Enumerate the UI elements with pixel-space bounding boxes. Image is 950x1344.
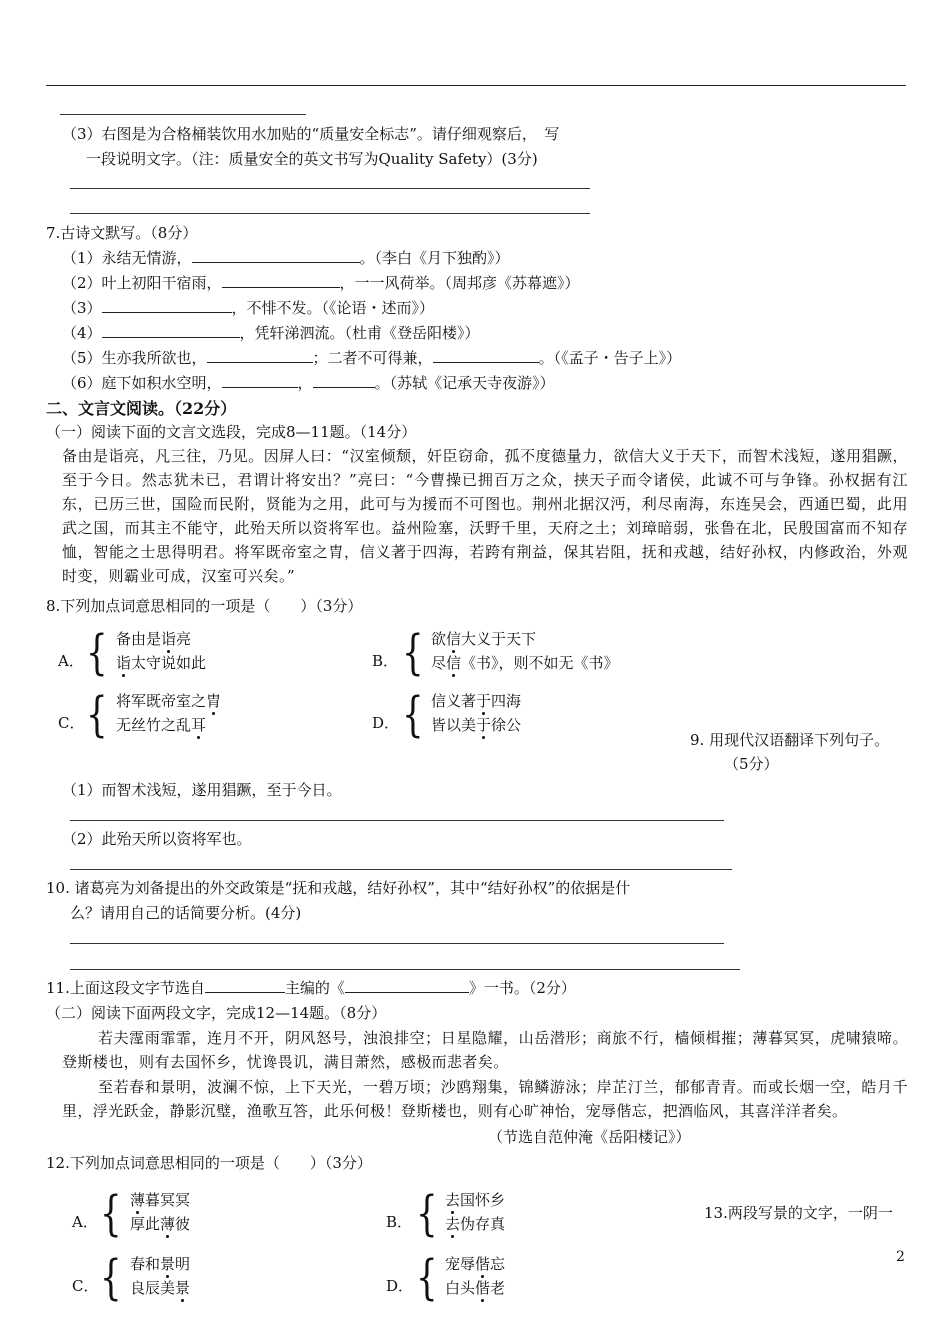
q7-item-1	[62, 247, 510, 268]
q8-option-a-label[interactable]: A．	[58, 652, 84, 670]
blank[interactable]	[433, 348, 539, 363]
q10-line2: 么？请用自己的话简要分析。(4分)	[70, 904, 302, 922]
q7-item-5	[62, 347, 681, 368]
q7-1-source: 。（李白《月下独酌》）	[359, 249, 510, 267]
dotted-char: 信	[446, 630, 462, 648]
q8-b-line2: 尽信《书》，则不如无《书》	[431, 654, 619, 672]
q7-5-text: （5）生亦我所欲也，	[62, 349, 207, 367]
q7-4-source: ，凭轩涕泗流。（杜甫《登岳阳楼》）	[239, 324, 480, 342]
q12-b-line2: 去伪存真	[445, 1215, 506, 1233]
q8-a-line2: 诣太守说如此	[116, 654, 207, 672]
q12-c-line1: 春和景明	[130, 1255, 191, 1273]
q8-d-line2: 皆以美于徐公	[431, 716, 522, 734]
section-title: 二、文言文阅读。（22分）	[46, 399, 237, 418]
q7-4-text: （4）	[62, 324, 102, 342]
dotted-char: 于	[476, 716, 492, 734]
q6-3-line2: 一段说明文字。（注：质量安全的英文书写为Quality Safety）(3分)	[86, 150, 538, 168]
q7-item-4	[62, 322, 480, 343]
dotted-char: 胄	[206, 692, 222, 710]
q11-text: 》一书。（2分）	[468, 979, 576, 997]
q12-d-line1: 宠辱偕忘	[445, 1255, 506, 1273]
q7-item-3	[62, 297, 434, 318]
q12-c-line2: 良辰美景	[130, 1279, 191, 1297]
brace-icon: {	[402, 687, 424, 743]
q7-3-source: ，不悱不发。（《论语・述而》）	[231, 299, 435, 317]
passage-paragraph-1: 若夫霪雨霏霏，连月不开，阴风怒号，浊浪排空；日星隐耀，山岳潜形；商旅不行，樯倾楫摧；薄暮冥冥，虎啸猿啼。登斯楼也，则有去国怀乡，忧谗畏讥，满目萧然，感极而悲者矣。	[62, 1029, 908, 1071]
q7-item-2	[62, 272, 580, 293]
answer-line	[70, 188, 590, 189]
q7-item-6	[62, 372, 555, 393]
q12-option-d-label[interactable]: D．	[386, 1277, 414, 1295]
brace-icon: {	[402, 625, 424, 681]
q7-5-source: 。（《孟子・告子上》）	[538, 349, 682, 367]
part1-title: （一）阅读下面的文言文选段，完成8—11题。（14分）	[46, 423, 417, 441]
blank[interactable]	[192, 248, 360, 263]
page-number: 2	[896, 1249, 905, 1265]
q9-points: （5分）	[724, 755, 779, 773]
brace-icon: {	[86, 687, 108, 743]
q7-1-text: （1）永结无情游，	[62, 249, 192, 267]
blank[interactable]	[345, 978, 469, 993]
q13-text: 13.两段写景的文字，一阴一	[704, 1204, 893, 1222]
brace-icon: {	[416, 1186, 438, 1242]
dotted-char: 薄	[160, 1215, 176, 1233]
q12-option-c-label[interactable]: C．	[72, 1277, 99, 1295]
dotted-char: 于	[476, 692, 492, 710]
q6-3-line1: （3）右图是为合格桶装饮用水加贴的“质量安全标志”。请仔细观察后， 写	[62, 125, 560, 143]
q12-option-a-label[interactable]: A．	[72, 1213, 98, 1231]
answer-line	[70, 869, 732, 870]
q7-6-text: （6）庭下如积水空明，	[62, 374, 222, 392]
answer-line	[70, 943, 724, 944]
q12-title: 12.下列加点词意思相同的一项是（ ）（3分）	[46, 1154, 372, 1172]
q7-title: 7.古诗文默写。（8分）	[46, 224, 198, 242]
q7-2-text: （2）叶上初阳干宿雨，	[62, 274, 222, 292]
dotted-char: 去	[445, 1191, 461, 1209]
brace-icon: {	[100, 1250, 122, 1306]
dotted-char: 景	[175, 1279, 191, 1297]
blank[interactable]	[102, 323, 240, 338]
q8-c-line2: 无丝竹之乱耳	[116, 716, 207, 734]
answer-line	[70, 213, 590, 214]
q12-option-b-label[interactable]: B．	[386, 1213, 413, 1231]
q12-b-line1: 去国怀乡	[445, 1191, 506, 1209]
passage-source: （节选自范仲淹《岳阳楼记》）	[488, 1128, 691, 1146]
classical-passage: 备由是诣亮，凡三往，乃见。因屏人曰：“汉室倾颓，奸臣窃命，孤不度德量力，欲信大义于天下，而智术浅短，遂用猖蹶，至于今日。然志犹未已，君谓计将安出？”亮曰：“今曹操已拥百万之众，挟天子而令诸侯，此诚不可与争锋。孙权据有江东，已历三世，国险而民附，贤能为之用，此可与为援而不可图也。荆州北据汉沔，利尽南海，东连吴会，西通巴蜀，此用武之国，而其主不能守，此殆天所以资将军也。益州险塞，沃野千里，天府之土；刘璋暗弱，张鲁在北，民殷国富而不知存恤，智能之士思得明君。将军既帝室之胄，信义著于四海，若跨有荆益，保其岩阻，抚和戎越，结好孙权，内修政治，外观时变，则霸业可成，汉室可兴矣。”	[62, 447, 908, 585]
q8-b-line1: 欲信大义于天下	[431, 630, 537, 648]
dotted-char: 偕	[475, 1255, 491, 1273]
q8-option-d-label[interactable]: D．	[372, 714, 400, 732]
q7-2-source: ，一一风荷举。（周邦彦《苏幕遮》）	[339, 274, 580, 292]
answer-line	[70, 969, 740, 970]
blank[interactable]	[207, 348, 313, 363]
brace-icon: {	[100, 1186, 122, 1242]
blank[interactable]	[313, 373, 375, 388]
dotted-char: 诣	[116, 654, 132, 672]
dotted-char: 偕	[475, 1279, 491, 1297]
q11	[46, 977, 576, 998]
dotted-char: 景	[160, 1255, 176, 1273]
dotted-char: 耳	[191, 716, 207, 734]
q11-text: 11.上面这段文字节选自	[46, 979, 205, 997]
blank[interactable]	[222, 373, 298, 388]
q8-d-line1: 信义著于四海	[431, 692, 522, 710]
brace-icon: {	[86, 625, 108, 681]
q10-line1: 10. 诸葛亮为刘备提出的外交政策是“抚和戎越，结好孙权”，其中“结好孙权”的依据是什	[46, 879, 631, 897]
blank[interactable]	[205, 978, 285, 993]
answer-line	[60, 114, 306, 115]
q12-d-line2: 白头偕老	[445, 1279, 506, 1297]
q12-a-line2: 厚此薄彼	[130, 1215, 191, 1233]
q11-text: 主编的《	[284, 979, 345, 997]
q9-title: 9. 用现代汉语翻译下列句子。	[690, 731, 890, 749]
dotted-char: 去	[445, 1215, 461, 1233]
q7-6-source: 。（苏轼《记承天寺夜游》）	[374, 374, 555, 392]
answer-line	[70, 820, 724, 821]
q12-a-line1: 薄暮冥冥	[130, 1191, 191, 1209]
q8-c-line1: 将军既帝室之胄	[116, 692, 222, 710]
passage-paragraph-2: 至若春和景明，波澜不惊，上下天光，一碧万顷；沙鸥翔集，锦鳞游泳；岸芷汀兰，郁郁青青。而或长烟一空，皓月千里，浮光跃金，静影沉璧，渔歌互答，此乐何极！登斯楼也，则有心旷神怡，宠辱偕忘，把酒临风，其喜洋洋者矣。	[62, 1078, 908, 1120]
dotted-char: 薄	[130, 1191, 146, 1209]
part2-title: （二）阅读下面两段文字，完成12—14题。（8分）	[46, 1004, 387, 1022]
q8-a-line1: 备由是诣亮	[116, 630, 192, 648]
q7-5-mid: ；二者不可得兼，	[312, 349, 433, 367]
dotted-char: 诣	[161, 630, 177, 648]
header-rule	[46, 85, 906, 86]
blank[interactable]	[102, 298, 232, 313]
q8-option-b-label[interactable]: B．	[372, 652, 399, 670]
q7-3-text: （3）	[62, 299, 102, 317]
q8-option-c-label[interactable]: C．	[58, 714, 85, 732]
q9-sentence-1: （1）而智术浅短，遂用猖蹶，至于今日。	[62, 781, 342, 799]
q8-title: 8.下列加点词意思相同的一项是（ ）（3分）	[46, 597, 363, 615]
q9-sentence-2: （2）此殆天所以资将军也。	[62, 830, 252, 848]
brace-icon: {	[416, 1250, 438, 1306]
dotted-char: 信	[446, 654, 462, 672]
blank[interactable]	[222, 273, 340, 288]
q7-6-comma: ，	[297, 374, 313, 392]
